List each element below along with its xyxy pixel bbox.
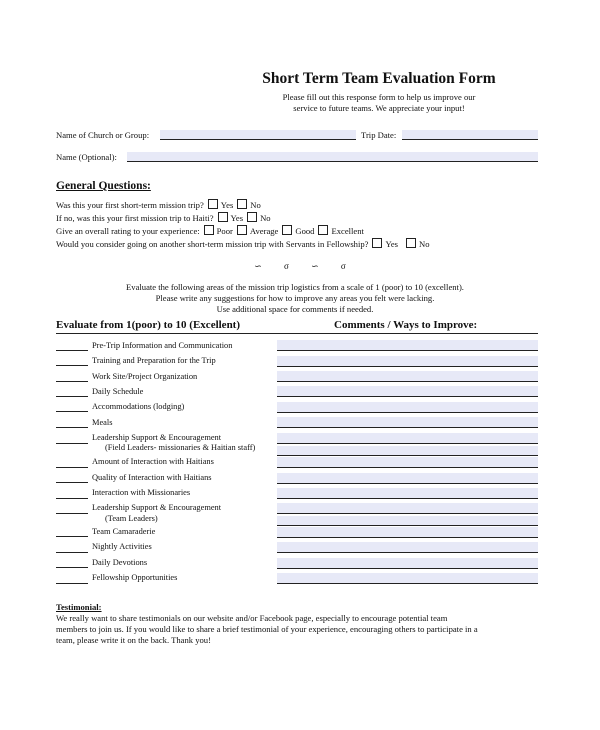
comment-line <box>277 513 538 514</box>
evaluate-heading: Evaluate from 1(poor) to 10 (Excellent) <box>56 319 241 331</box>
question-first-haiti-text: If no, was this your first mission trip to Haiti? <box>56 213 214 223</box>
comment-line <box>277 537 538 538</box>
comment-line <box>277 467 538 468</box>
comment-field[interactable] <box>277 371 538 381</box>
haiti-no-checkbox[interactable] <box>247 212 257 222</box>
score-input[interactable] <box>56 427 88 428</box>
comment-field[interactable] <box>277 473 538 483</box>
yes-label: Yes <box>385 239 398 249</box>
trip-date-input[interactable] <box>402 130 538 139</box>
comment-field[interactable] <box>277 488 538 498</box>
score-input[interactable] <box>56 467 88 468</box>
comment-line <box>277 568 538 569</box>
score-input[interactable] <box>56 365 88 366</box>
eval-item: Leadership Support & Encouragement <box>92 503 222 512</box>
score-input[interactable] <box>56 513 88 514</box>
eval-item: Team Camaraderie <box>92 527 156 536</box>
comment-line <box>277 455 538 456</box>
trip-date-underline <box>402 139 538 140</box>
comment-field[interactable] <box>277 433 538 443</box>
comments-heading-underline <box>277 333 538 334</box>
decorative-divider: ∽ σ ∽ σ <box>254 261 346 271</box>
score-input[interactable] <box>56 381 88 382</box>
evaluate-heading-underline <box>56 333 280 334</box>
eval-item: Training and Preparation for the Trip <box>92 356 216 365</box>
another-trip-no-checkbox[interactable] <box>406 238 416 248</box>
comment-field[interactable] <box>277 457 538 467</box>
comment-line <box>277 483 538 484</box>
comment-field[interactable] <box>277 402 538 412</box>
comment-line <box>277 412 538 413</box>
score-input[interactable] <box>56 350 88 351</box>
question-another-trip-text: Would you consider going on another short-term mission trip with Servants in Fellowship? <box>56 239 369 249</box>
another-trip-yes-checkbox[interactable] <box>372 238 382 248</box>
general-questions-heading: General Questions: <box>56 180 151 192</box>
eval-item: Amount of Interaction with Haitians <box>92 457 214 466</box>
eval-item: Leadership Support & Encouragement <box>92 433 222 442</box>
rating-excellent-label: Excellent <box>331 226 364 236</box>
comment-field[interactable] <box>277 503 538 513</box>
eval-item: Nightly Activities <box>92 542 152 551</box>
comment-line <box>277 552 538 553</box>
rating-poor-checkbox[interactable] <box>204 225 214 235</box>
question-first-trip-text: Was this your first short-term mission trip? <box>56 200 204 210</box>
rating-average-checkbox[interactable] <box>237 225 247 235</box>
intro-line-1: Please fill out this response form to help us improve our <box>282 92 476 102</box>
yes-label: Yes <box>220 200 234 210</box>
name-label: Name (Optional): <box>56 152 117 162</box>
score-input[interactable] <box>56 482 88 483</box>
comment-field[interactable] <box>277 573 538 583</box>
comment-line <box>277 427 538 428</box>
comment-field[interactable] <box>277 417 538 427</box>
name-input[interactable] <box>127 152 538 161</box>
comment-line <box>277 443 538 444</box>
rating-good-label: Good <box>295 226 315 236</box>
trip-date-label: Trip Date: <box>361 130 397 140</box>
testimonial-line-3: team, please write it on the back. Thank you! <box>56 635 211 645</box>
testimonial-line-2: members to join us. If you would like to share a brief testimonial of your experience, encouraging others to participate in a <box>56 624 478 634</box>
eval-item-note: (Field Leaders- missionaries & Haitian staff) <box>105 443 256 452</box>
comment-line <box>277 583 538 584</box>
rating-average-label: Average <box>249 226 279 236</box>
question-overall-rating-text: Give an overall rating to your experience: <box>56 226 200 236</box>
comment-line <box>277 498 538 499</box>
first-trip-no-checkbox[interactable] <box>237 199 247 209</box>
testimonial-heading: Testimonial: <box>56 602 102 612</box>
comment-line <box>277 366 538 367</box>
evaluate-intro-3: Use additional space for comments if needed. <box>216 304 374 314</box>
evaluate-intro-1: Evaluate the following areas of the mission trip logistics from a scale of 1 (poor) to 10 (excellent). <box>126 282 464 292</box>
haiti-yes-checkbox[interactable] <box>218 212 228 222</box>
question-first-haiti <box>56 212 271 223</box>
score-input[interactable] <box>56 443 88 444</box>
question-overall-rating <box>56 225 364 236</box>
intro-line-2: service to future teams. We appreciate your input! <box>293 103 465 113</box>
score-input[interactable] <box>56 498 88 499</box>
comment-field[interactable] <box>277 558 538 568</box>
eval-item: Work Site/Project Organization <box>92 372 198 381</box>
eval-item: Pre-Trip Information and Communication <box>92 341 233 350</box>
testimonial-line-1: We really want to share testimonials on our website and/or Facebook page, especially to encourage potential team <box>56 613 448 623</box>
rating-poor-label: Poor <box>216 226 233 236</box>
eval-item: Interaction with Missionaries <box>92 488 191 497</box>
comment-line <box>277 396 538 397</box>
score-input[interactable] <box>56 536 88 537</box>
score-input[interactable] <box>56 583 88 584</box>
no-label: No <box>250 200 261 210</box>
first-trip-yes-checkbox[interactable] <box>208 199 218 209</box>
comment-line <box>277 525 538 526</box>
church-underline <box>160 139 356 140</box>
no-label: No <box>418 239 430 249</box>
eval-item: Quality of Interaction with Haitians <box>92 473 212 482</box>
eval-item: Daily Devotions <box>92 558 148 567</box>
rating-good-checkbox[interactable] <box>282 225 292 235</box>
comment-field[interactable] <box>277 340 538 350</box>
eval-item: Fellowship Opportunities <box>92 573 178 582</box>
eval-item: Accommodations (lodging) <box>92 402 185 411</box>
eval-item: Daily Schedule <box>92 387 144 396</box>
comment-line <box>277 350 538 351</box>
score-input[interactable] <box>56 552 88 553</box>
comment-field[interactable] <box>277 356 538 366</box>
church-label: Name of Church or Group: <box>56 130 150 140</box>
comment-line <box>277 381 538 382</box>
no-label: No <box>260 213 271 223</box>
score-input[interactable] <box>56 567 88 568</box>
name-underline <box>127 161 538 162</box>
yes-label: Yes <box>230 213 244 223</box>
church-input[interactable] <box>160 130 356 139</box>
score-input[interactable] <box>56 396 88 397</box>
eval-item: Meals <box>92 418 113 427</box>
comment-field[interactable] <box>277 542 538 552</box>
comment-field[interactable] <box>277 386 538 396</box>
form-title: Short Term Team Evaluation Form <box>262 70 496 87</box>
score-input[interactable] <box>56 411 88 412</box>
evaluate-intro-2: Please write any suggestions for how to improve any areas you felt were lacking. <box>155 293 435 303</box>
eval-item-note: (Team Leaders) <box>105 514 158 523</box>
rating-excellent-checkbox[interactable] <box>318 225 328 235</box>
comment-field[interactable] <box>277 527 538 537</box>
question-another-trip <box>56 238 430 249</box>
question-first-trip <box>56 199 261 210</box>
comments-heading: Comments / Ways to Improve: <box>334 319 478 331</box>
